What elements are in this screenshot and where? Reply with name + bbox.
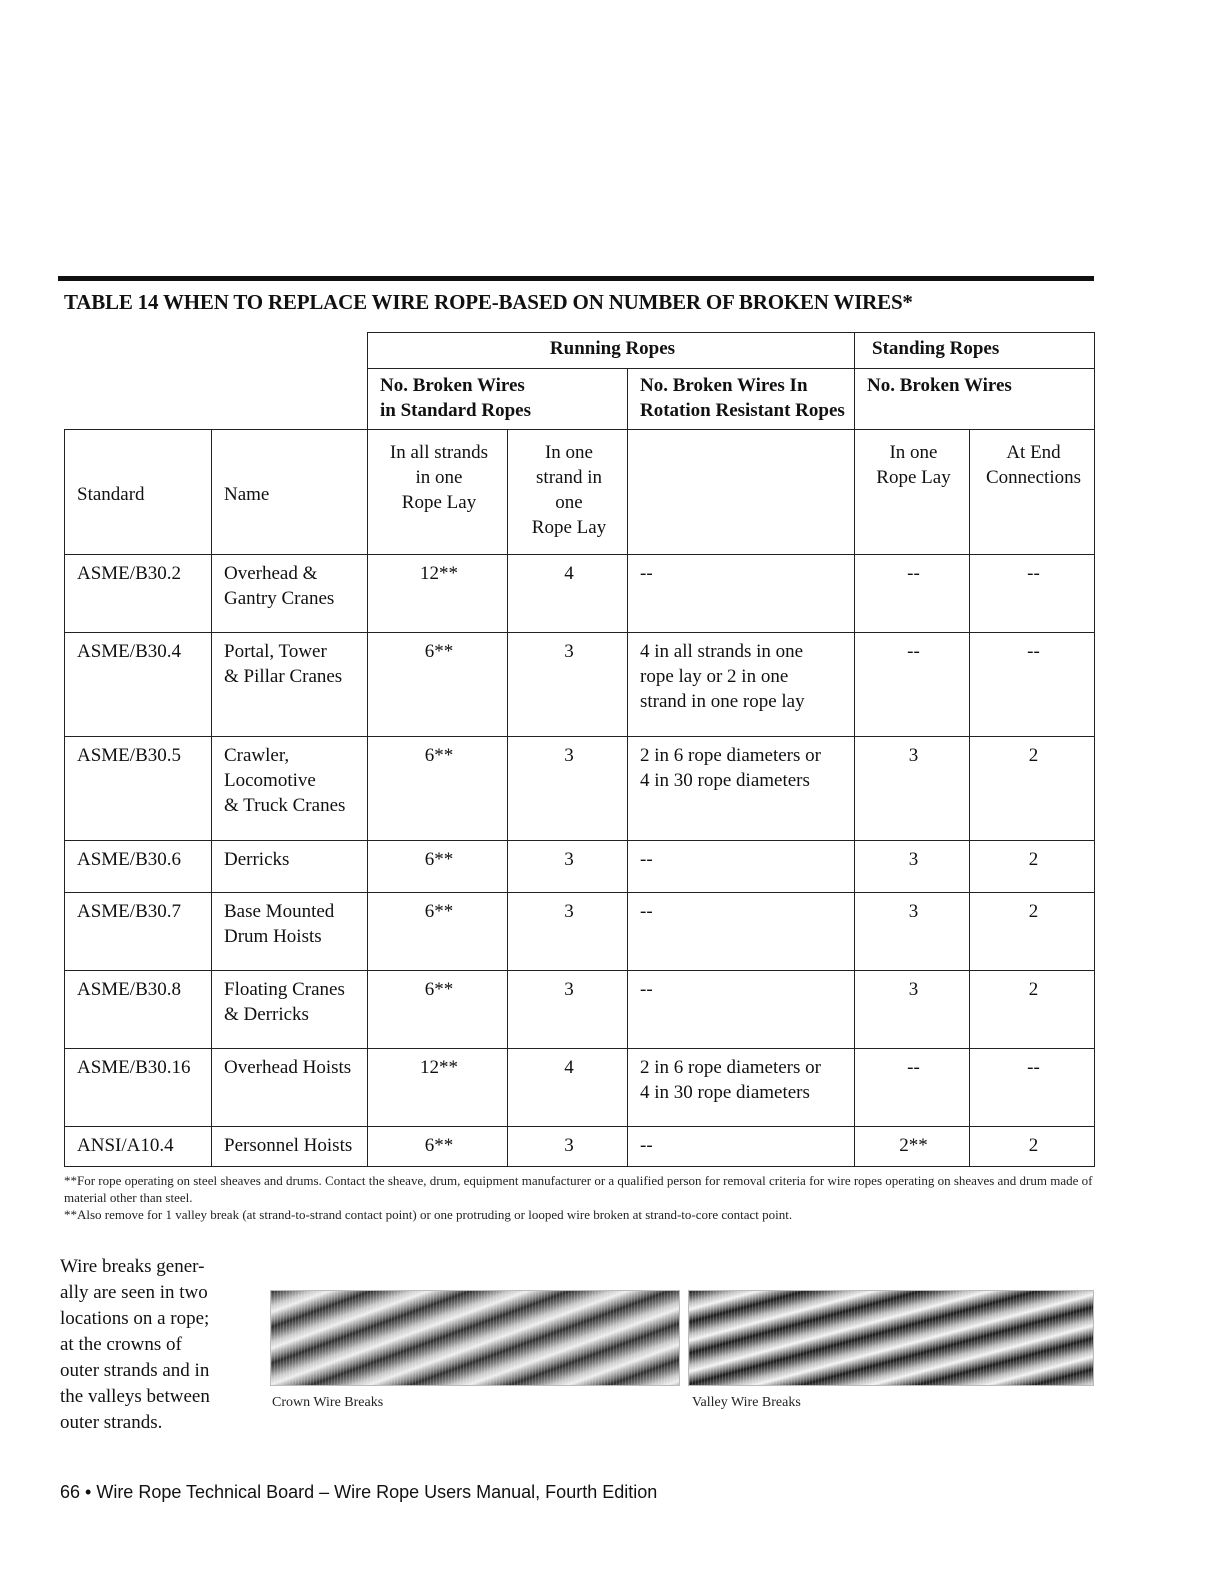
standard-cell: ASME/B30.6 [65, 841, 212, 893]
table-row [65, 893, 1095, 971]
footnote-2: **Also remove for 1 valley break (at strand-to-strand contact point) or one protruding or looped wire broken at strand-to-core contact point. [64, 1207, 793, 1222]
rotation-resistant-cell: -- [628, 555, 855, 633]
footnote-1: **For rope operating on steel sheaves and drums. Contact the sheave, drum, equipment manufacturer or a qualified person for removal criteria for wire ropes operating on sheaves and drum made of material other than steel. [64, 1173, 1093, 1205]
crown-caption: Crown Wire Breaks [272, 1395, 384, 1410]
name-cell: Personnel Hoists [212, 1127, 368, 1167]
standing-one-lay-cell: 3 [855, 737, 970, 841]
table-row [65, 555, 1095, 633]
table-row [65, 971, 1095, 1049]
table-row [65, 633, 1095, 737]
rotation-resistant-cell: 2 in 6 rope diameters or 4 in 30 rope diameters [628, 1049, 855, 1127]
wire-breaks-note: Wire breaks gener- ally are seen in two locations on a rope; at the crowns of outer strands and in the valleys between outer strands. [60, 1256, 210, 1433]
rotation-resistant-cell: -- [628, 841, 855, 893]
one-strand-cell: 3 [508, 1127, 628, 1167]
standing-broken-header: No. Broken Wires [855, 369, 1095, 430]
end-connections-cell: 2 [970, 893, 1095, 971]
wire-rope-table [64, 332, 1095, 1167]
page-footer: 66 • Wire Rope Technical Board – Wire Rope Users Manual, Fourth Edition [60, 1482, 658, 1502]
name-cell: Overhead & Gantry Cranes [212, 555, 368, 633]
end-connections-cell: 2 [970, 737, 1095, 841]
standard-cell: ASME/B30.7 [65, 893, 212, 971]
one-strand-cell: 4 [508, 1049, 628, 1127]
name-cell: Derricks [212, 841, 368, 893]
standing-one-lay-cell: 3 [855, 971, 970, 1049]
table-row [65, 737, 1095, 841]
standing-one-lay-cell: 3 [855, 893, 970, 971]
all-strands-cell: 6** [368, 971, 508, 1049]
one-strand-cell: 3 [508, 633, 628, 737]
all-strands-cell: 12** [368, 555, 508, 633]
name-cell: Crawler, Locomotive & Truck Cranes [212, 737, 368, 841]
standing-one-lay-cell: -- [855, 555, 970, 633]
one-strand-cell: 3 [508, 893, 628, 971]
standing-one-lay-cell: -- [855, 1049, 970, 1127]
valley-caption: Valley Wire Breaks [692, 1395, 801, 1410]
one-strand-cell: 3 [508, 737, 628, 841]
table-body [65, 333, 1095, 1167]
one-strand-cell: 3 [508, 841, 628, 893]
group-header-row [65, 333, 1095, 369]
standard-cell: ASME/B30.16 [65, 1049, 212, 1127]
standard-cell: ASME/B30.2 [65, 555, 212, 633]
rotation-resistant-cell: 2 in 6 rope diameters or 4 in 30 rope diameters [628, 737, 855, 841]
table-title: TABLE 14 WHEN TO REPLACE WIRE ROPE-BASED ON NUMBER OF BROKEN WIRES* [64, 290, 913, 314]
rotation-resistant-cell: -- [628, 1127, 855, 1167]
col-header-one-strand: In one strand in one Rope Lay [508, 430, 628, 555]
end-connections-cell: -- [970, 555, 1095, 633]
end-connections-cell: -- [970, 633, 1095, 737]
table-row [65, 1127, 1095, 1167]
valley-wire-breaks-photo [688, 1290, 1094, 1386]
all-strands-cell: 6** [368, 893, 508, 971]
col-header-rotation [628, 430, 855, 555]
standing-one-lay-cell: -- [855, 633, 970, 737]
rotation-resistant-cell: -- [628, 971, 855, 1049]
end-connections-cell: 2 [970, 971, 1095, 1049]
running-ropes-header: Running Ropes [368, 333, 855, 369]
col-header-standing-one-lay: In one Rope Lay [855, 430, 970, 555]
standing-ropes-header: Standing Ropes [855, 333, 1095, 369]
name-cell: Floating Cranes & Derricks [212, 971, 368, 1049]
all-strands-cell: 6** [368, 633, 508, 737]
standing-one-lay-cell: 3 [855, 841, 970, 893]
col-header-end-connections: At End Connections [970, 430, 1095, 555]
standard-ropes-header: No. Broken Wires in Standard Ropes [368, 369, 628, 430]
one-strand-cell: 4 [508, 555, 628, 633]
all-strands-cell: 12** [368, 1049, 508, 1127]
column-header-row [65, 430, 1095, 555]
standing-one-lay-cell: 2** [855, 1127, 970, 1167]
col-header-name: Name [212, 430, 368, 555]
rotation-resistant-header: No. Broken Wires In Rotation Resistant Ropes [628, 369, 855, 430]
all-strands-cell: 6** [368, 841, 508, 893]
col-header-all-strands: In all strands in one Rope Lay [368, 430, 508, 555]
end-connections-cell: -- [970, 1049, 1095, 1127]
col-header-standard: Standard [65, 430, 212, 555]
name-cell: Portal, Tower & Pillar Cranes [212, 633, 368, 737]
one-strand-cell: 3 [508, 971, 628, 1049]
rotation-resistant-cell: -- [628, 893, 855, 971]
name-cell: Overhead Hoists [212, 1049, 368, 1127]
top-rule [58, 276, 1094, 281]
standard-cell: ASME/B30.8 [65, 971, 212, 1049]
name-cell: Base Mounted Drum Hoists [212, 893, 368, 971]
all-strands-cell: 6** [368, 1127, 508, 1167]
standard-cell: ASME/B30.4 [65, 633, 212, 737]
end-connections-cell: 2 [970, 1127, 1095, 1167]
crown-wire-breaks-photo [270, 1290, 680, 1386]
end-connections-cell: 2 [970, 841, 1095, 893]
table-row [65, 1049, 1095, 1127]
all-strands-cell: 6** [368, 737, 508, 841]
standard-cell: ANSI/A10.4 [65, 1127, 212, 1167]
standard-cell: ASME/B30.5 [65, 737, 212, 841]
header-blank-cell [65, 333, 368, 430]
table-row [65, 841, 1095, 893]
rotation-resistant-cell: 4 in all strands in one rope lay or 2 in one strand in one rope lay [628, 633, 855, 737]
footnotes [64, 1172, 1094, 1223]
